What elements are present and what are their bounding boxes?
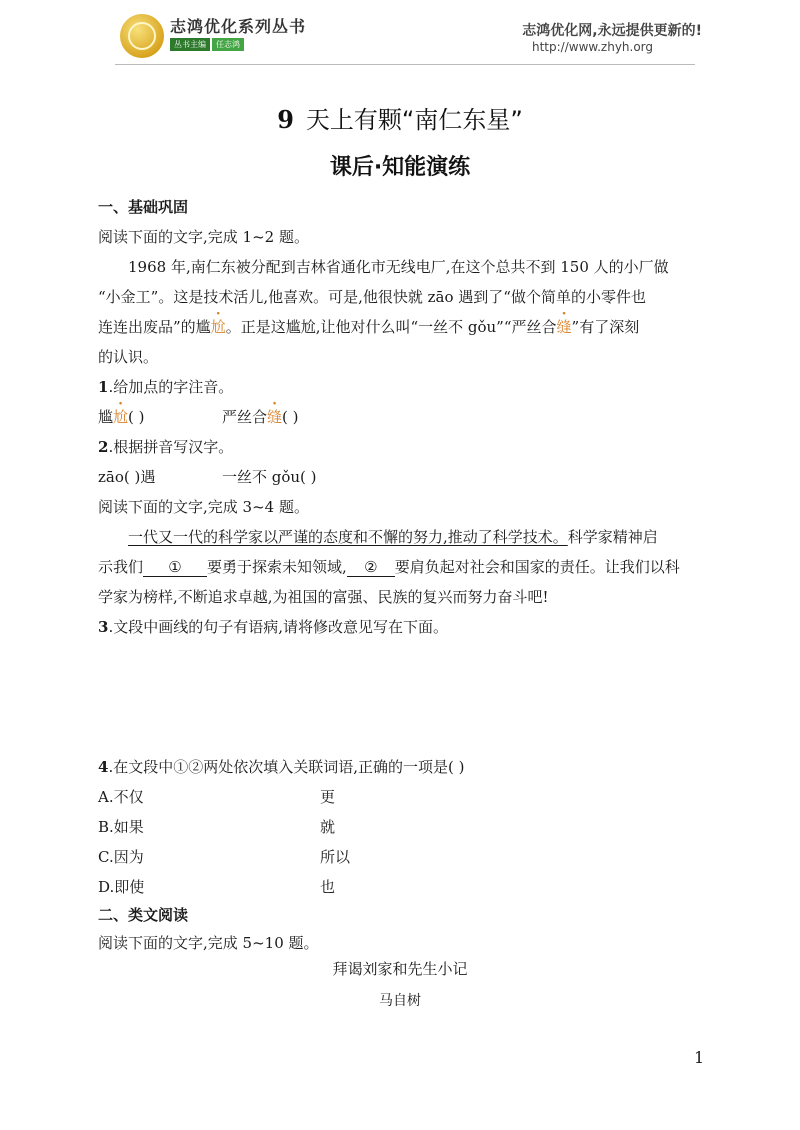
passage1-text: ”有了深刻 [571, 318, 640, 336]
editor-label: 丛书主编 [170, 38, 210, 51]
passage1-line1: 1968 年,南仁东被分配到吉林省通化市无线电厂,在这个总共不到 150 人的小厂做 [128, 258, 669, 276]
passage2-line1 [128, 526, 658, 547]
blank-2[interactable]: ② [347, 558, 395, 577]
section-title: 课后·知能演练 [329, 155, 471, 180]
lesson-name: 天上有颗“南仁东星” [305, 106, 523, 134]
passage1-line4: 的认识。 [98, 348, 159, 366]
dotted-char: 尬 [113, 408, 129, 426]
option-a[interactable] [98, 786, 336, 807]
passage2-text: 要勇于探索未知领域, [207, 558, 347, 576]
option-label: B.如果 [98, 818, 144, 836]
option-c[interactable] [98, 846, 351, 867]
site-url[interactable]: http://www.zhyh.org [532, 40, 654, 54]
question-3 [98, 616, 448, 637]
question-text: .在文段中①②两处依次填入关联词语,正确的一项是( ) [108, 758, 465, 776]
underlined-sentence: 一代又一代的科学家以严谨的态度和不懈的努力,推动了科学技术。 [128, 528, 568, 546]
article-title: 拜谒刘家和先生小记 [332, 960, 468, 978]
editor-name: 任志鸿 [212, 38, 244, 51]
question-number: 4 [98, 758, 109, 776]
lesson-number: 9 [277, 105, 294, 134]
question-text: .给加点的字注音。 [108, 378, 234, 396]
question-text: .文段中画线的句子有语病,请将修改意见写在下面。 [108, 618, 448, 636]
option-label: C.因为 [98, 848, 144, 866]
passage2-line3: 学家为榜样,不断追求卓越,为祖国的富强、民族的复兴而努力奋斗吧! [98, 588, 549, 606]
article-author: 马自树 [379, 993, 421, 1009]
question-1-items [98, 406, 145, 427]
answer-blank[interactable]: ( ) [128, 408, 145, 426]
dotted-char: 缝 [556, 318, 572, 336]
answer-area[interactable] [98, 646, 698, 746]
blank-1[interactable]: ① [143, 558, 207, 577]
option-label: A.不仅 [98, 788, 144, 806]
site-slogan: 志鸿优化网,永远提供更新的! [522, 23, 702, 39]
instruction-5-10: 阅读下面的文字,完成 5~10 题。 [98, 934, 319, 952]
question-number: 2 [98, 438, 109, 456]
question-1 [98, 376, 233, 397]
dotted-char: 尬 [210, 318, 226, 336]
answer-blank[interactable]: ( ) [282, 408, 299, 426]
q1-item-text: 尴 [98, 408, 114, 426]
q1-item-text: 严丝合 [222, 408, 268, 426]
page-header [0, 0, 800, 66]
question-2-item-b[interactable]: 一丝不 gǒu( ) [222, 468, 317, 486]
option-d[interactable] [98, 876, 336, 897]
passage1-text: 连连出废品”的尴 [98, 318, 211, 336]
header-divider [115, 64, 695, 65]
option-value: 就 [320, 818, 336, 836]
question-2 [98, 436, 233, 457]
option-label: D.即使 [98, 878, 145, 896]
passage1-line3 [98, 316, 639, 337]
instruction-1-2: 阅读下面的文字,完成 1~2 题。 [98, 228, 309, 246]
page-number: 1 [694, 1048, 705, 1067]
editor-badge [170, 38, 244, 51]
series-logo-icon [120, 14, 164, 58]
dotted-char: 缝 [267, 408, 283, 426]
part1-heading: 一、基础巩固 [98, 198, 189, 216]
question-number: 1 [98, 378, 109, 396]
option-b[interactable] [98, 816, 336, 837]
option-value: 更 [320, 788, 336, 806]
option-value: 也 [320, 878, 336, 896]
passage1-line2: “小金工”。这是技术活儿,他喜欢。可是,他很快就 zāo 遇到了“做个简单的小零件也 [98, 288, 646, 306]
lesson-title [0, 100, 800, 135]
passage2-text: 科学家精神启 [567, 528, 658, 546]
option-value: 所以 [320, 848, 351, 866]
series-title: 志鸿优化系列丛书 [170, 17, 307, 36]
passage1-text: 。正是这尴尬,让他对什么叫“一丝不 gǒu”“严丝合 [225, 318, 557, 336]
passage2-text: 要肩负起对社会和国家的责任。让我们以科 [394, 558, 680, 576]
question-number: 3 [98, 618, 109, 636]
passage2-text: 示我们 [98, 558, 144, 576]
instruction-3-4: 阅读下面的文字,完成 3~4 题。 [98, 498, 309, 516]
question-2-item-a[interactable]: zāo( )遇 [98, 468, 156, 486]
question-1-item-b [222, 406, 299, 427]
question-4 [98, 756, 464, 777]
question-text: .根据拼音写汉字。 [108, 438, 234, 456]
part2-heading: 二、类文阅读 [98, 906, 189, 924]
passage2-line2 [98, 556, 680, 577]
